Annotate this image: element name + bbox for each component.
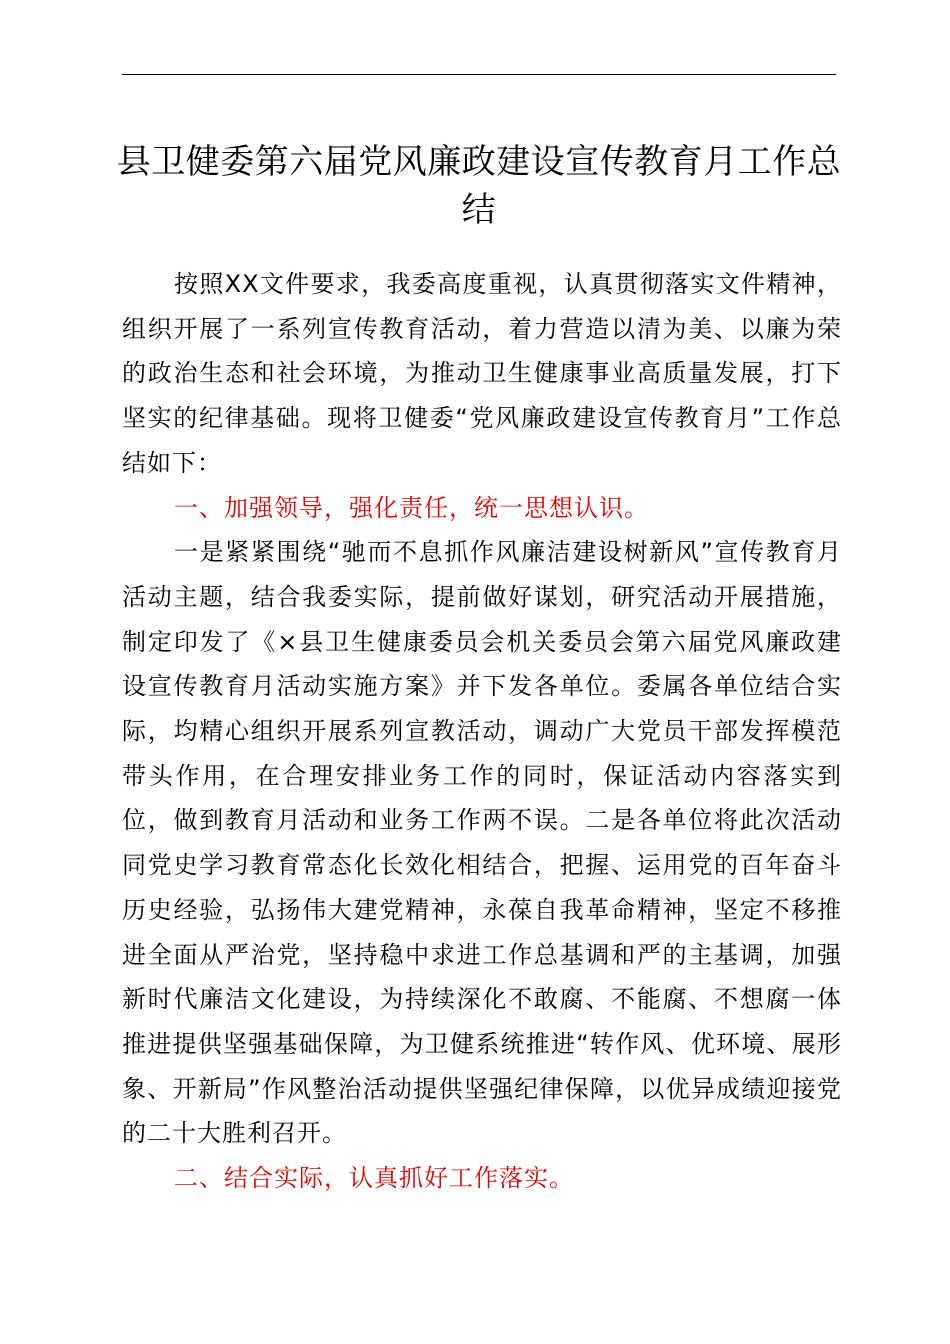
intro-paragraph: 按照XX文件要求，我委高度重视，认真贯彻落实文件精神，组织开展了一系列宣传教育活动，着力营造以清为美、以廉为荣的政治生态和社会环境，为推动卫生健康事业高质量发展，打下坚实的纪律基础。现将卫健委“党风廉政建设宣传教育月”工作总结如下：	[122, 270, 842, 477]
document-body	[122, 262, 842, 1201]
header-rule	[122, 74, 836, 75]
section-1-paragraph: 一是紧紧围绕“驰而不息抓作风廉洁建设树新风”宣传教育月活动主题，结合我委实际，提前做好谋划，研究活动开展措施，制定印发了《×县卫生健康委员会机关委员会第六届党风廉政建设宣传教育月活动实施方案》并下发各单位。委属各单位结合实际，均精心组织开展系列宣教活动，调动广大党员干部发挥模范带头作用，在合理安排业务工作的同时，保证活动内容落实到位，做到教育月活动和业务工作两不误。二是各单位将此次活动同党史学习教育常态化长效化相结合，把握、运用党的百年奋斗历史经验，弘扬伟大建党精神，永葆自我革命精神，坚定不移推进全面从严治党，坚持稳中求进工作总基调和严的主基调，加强新时代廉洁文化建设，为持续深化不敢腐、不能腐、不想腐一体推进提供坚强基础保障，为卫健系统推进“转作风、优环境、展形象、开新局”作风整治活动提供坚强纪律保障，以优异成绩迎接党的二十大胜利召开。	[122, 538, 842, 1148]
section-heading-2: 二、结合实际，认真抓好工作落实。	[174, 1164, 574, 1193]
section-heading-1: 一、加强领导，强化责任，统一思想认识。	[174, 493, 649, 522]
document-title: 县卫健委第六届党风廉政建设宣传教育月工作总结	[116, 142, 842, 230]
